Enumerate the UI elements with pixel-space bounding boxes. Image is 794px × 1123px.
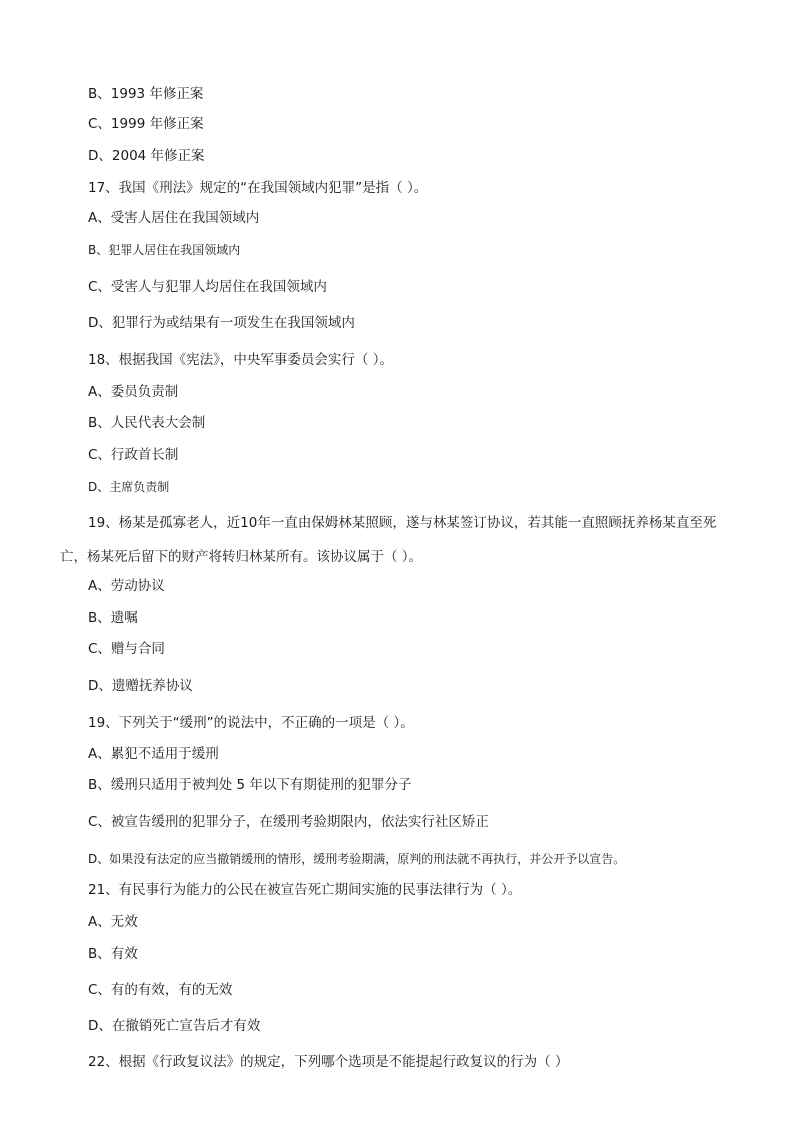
- q19b-option-d: D、如果没有法定的应当撤销缓刑的情形，缓刑考验期满，原判的刑法就不再执行，并公开予以宣告。: [88, 852, 626, 866]
- q17-option-a: A、受害人居住在我国领域内: [88, 210, 260, 226]
- q18-option-b: B、人民代表大会制: [88, 415, 206, 431]
- q19b-option-b: B、缓刑只适用于被判处 5 年以下有期徒刑的犯罪分子: [88, 777, 412, 793]
- q21-option-c: C、有的有效，有的无效: [88, 982, 233, 998]
- q19a-option-c: C、赠与合同: [88, 641, 165, 657]
- question-18: 18、根据我国《宪法》，中央军事委员会实行（ ）。: [88, 352, 393, 368]
- q19b-option-c: C、被宣告缓刑的犯罪分子，在缓刑考验期限内，依法实行社区矫正: [88, 814, 489, 830]
- q17-option-d: D、犯罪行为或结果有一项发生在我国领域内: [88, 315, 355, 331]
- q21-option-a: A、无效: [88, 914, 138, 930]
- option-b-1993: B、1993 年修正案: [88, 86, 204, 102]
- q19a-option-b: B、遗嘱: [88, 610, 138, 626]
- question-19a: 19、杨某是孤寡老人，近10年一直由保姆林某照顾，遂与林某签订协议，若其能一直照顾抚养杨某直至死亡，杨某死后留下的财产将转归林某所有。该协议属于（ ）。: [60, 515, 717, 565]
- q19a-option-d: D、遗赠抚养协议: [88, 678, 193, 694]
- q19b-option-a: A、累犯不适用于缓刑: [88, 746, 219, 762]
- q18-option-d: D、主席负责制: [88, 480, 170, 494]
- option-d-2004: D、2004 年修正案: [88, 148, 205, 164]
- q18-option-a: A、委员负责制: [88, 384, 179, 400]
- option-c-1999: C、1999 年修正案: [88, 116, 204, 132]
- q21-option-b: B、有效: [88, 946, 138, 962]
- q21-option-d: D、在撤销死亡宣告后才有效: [88, 1018, 261, 1034]
- question-19b: 19、下列关于“缓刑”的说法中，不正确的一项是（ ）。: [88, 715, 414, 731]
- q19a-option-a: A、劳动协议: [88, 578, 165, 594]
- q17-option-c: C、受害人与犯罪人均居住在我国领域内: [88, 279, 327, 295]
- question-22: 22、根据《行政复议法》的规定，下列哪个选项是不能提起行政复议的行为（ ）: [88, 1054, 569, 1070]
- question-17: 17、我国《刑法》规定的“在我国领域内犯罪”是指（ ）。: [88, 180, 428, 196]
- q17-option-b: B、犯罪人居住在我国领域内: [88, 243, 241, 257]
- q18-option-c: C、行政首长制: [88, 447, 179, 463]
- question-21: 21、有民事行为能力的公民在被宣告死亡期间实施的民事法律行为（ ）。: [88, 882, 522, 898]
